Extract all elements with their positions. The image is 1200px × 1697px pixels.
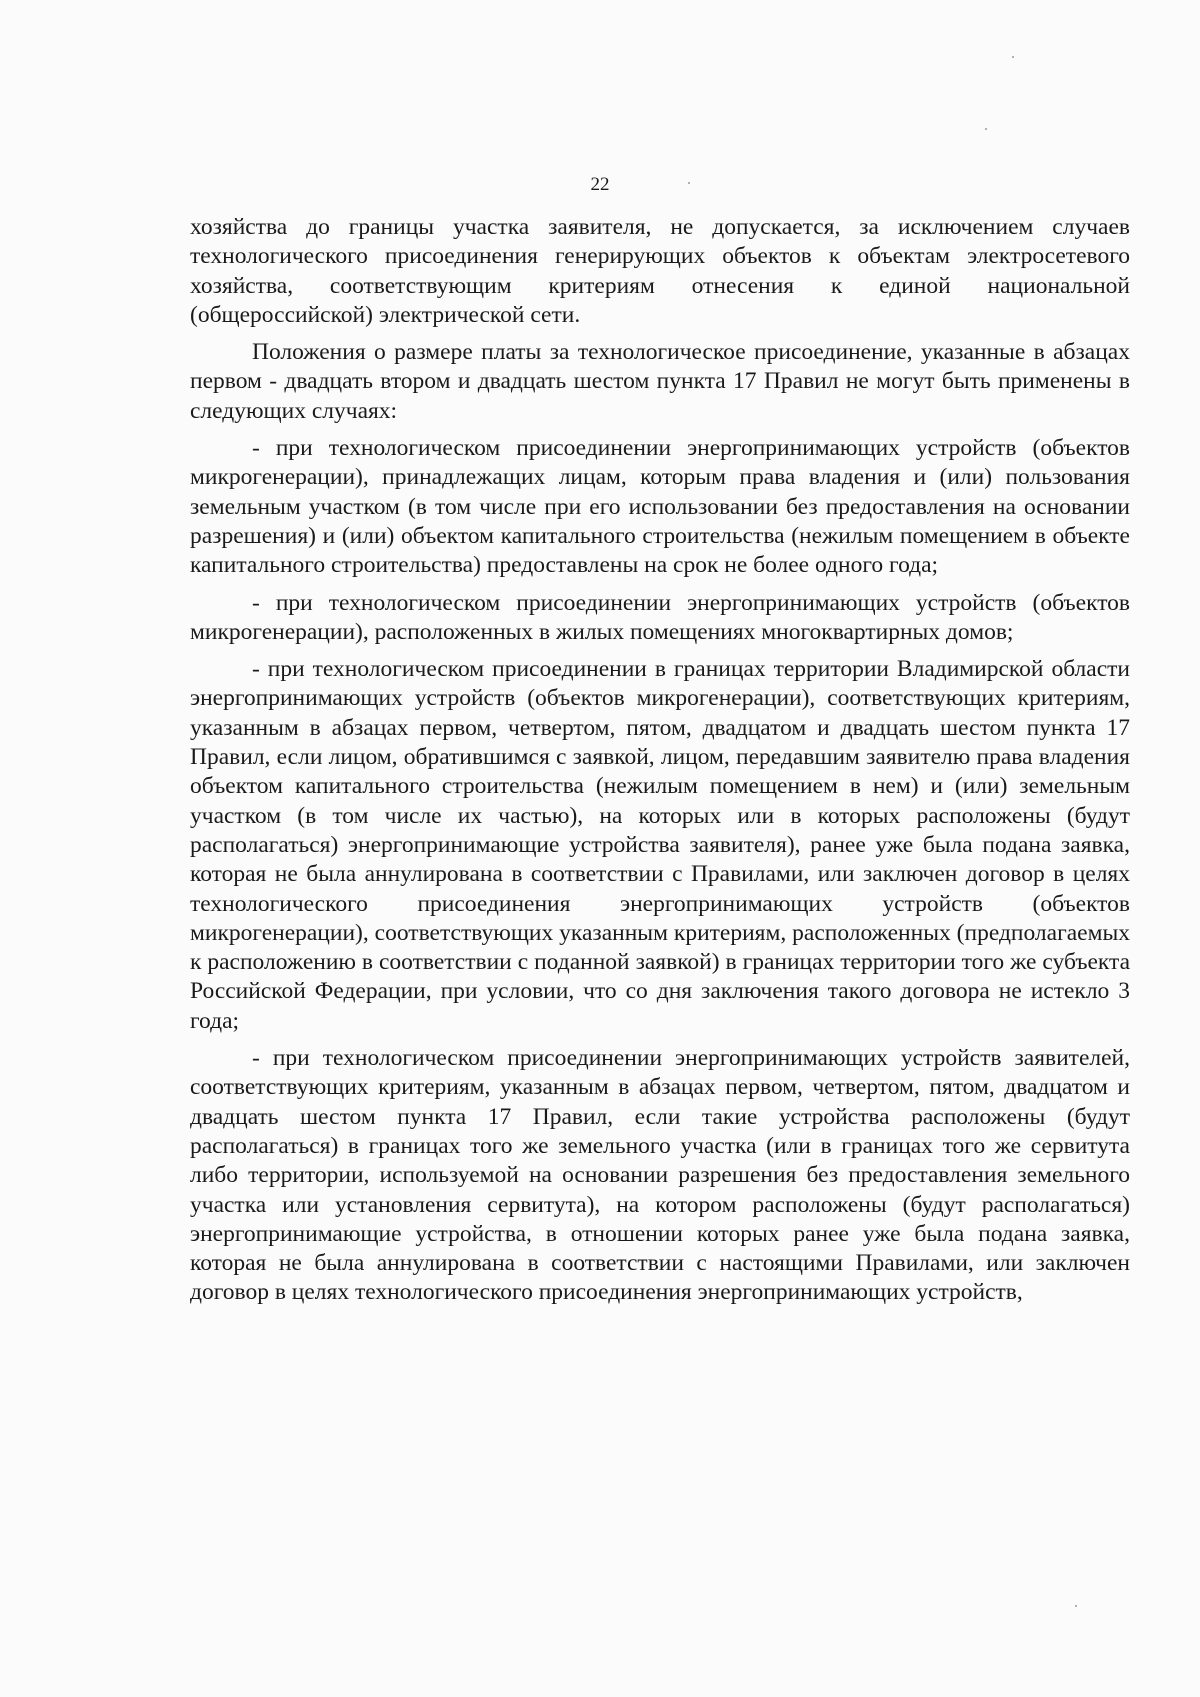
scan-speck bbox=[1012, 56, 1014, 58]
paragraph-case-same-land-plot: - при технологическом присоединении энергопринимающих устройств заявителей, соответствующих критериям, указанным в абзацах первом, четвертом, пятом, двадцатом и двадцать шестом пункта 17 Правил, если такие устройства расположены (будут располагаться) в границах того же земельного участка (или в границах того же сервитута либо территории, используемой на основании разрешения без предоставления земельного участка или установления сервитута), на котором расположены (будут располагаться) энергопринимающие устройства, в отношении которых ранее уже была подана заявка, которая не была аннулирована в соответствии с настоящими Правилами, или заключен договор в целях технологического присоединения энергопринимающих устройств, bbox=[190, 1045, 1130, 1306]
scan-speck bbox=[1075, 1605, 1077, 1607]
paragraph-case-vladimir-region: - при технологическом присоединении в границах территории Владимирской области энергопринимающих устройств (объектов микрогенерации), соответствующих критериям, указанным в абзацах первом, четвертом, пятом, двадцатом и двадцать шестом пункта 17 Правил, если лицом, обратившимся с заявкой, лицом, передавшим заявителю права владения объектом капитального строительства (нежилым помещением в нем) и (или) земельным участком (в том числе их частью), на которых или в которых расположены (будут располагаться) энергопринимающие устройства заявителя), ранее уже была подана заявка, которая не была аннулирована в соответствии с Правилами, или заключен договор в целях технологического присоединения энергопринимающих устройств (объектов микрогенерации), соответствующих указанным критериям, расположенных (предполагаемых к расположению в соответствии с поданной заявкой) в границах территории того же субъекта Российской Федерации, при условии, что со дня заключения такого договора не истекло 3 года; bbox=[190, 656, 1130, 1034]
scan-speck bbox=[985, 128, 987, 130]
page-number: 22 bbox=[590, 174, 610, 195]
document-body bbox=[190, 213, 1130, 1316]
paragraph-case-apartment-buildings: - при технологическом присоединении энергопринимающих устройств (объектов микрогенерации), расположенных в жилых помещениях многоквартирных домов; bbox=[190, 589, 1130, 645]
paragraph-fee-provisions: Положения о размере платы за технологическое присоединение, указанные в абзацах первом - двадцать втором и двадцать шестом пункта 17 Правил не могут быть применены в следующих случаях: bbox=[190, 339, 1130, 424]
scan-speck bbox=[688, 182, 690, 184]
paragraph-case-short-term-rights: - при технологическом присоединении энергопринимающих устройств (объектов микрогенерации), принадлежащих лицам, которым права владения и (или) пользования земельным участком (в том числе при его использовании без предоставления на основании разрешения) и (или) объектом капитального строительства (нежилым помещением в объекте капитального строительства) предоставлены на срок не более одного года; bbox=[190, 435, 1130, 579]
paragraph-continuation: хозяйства до границы участка заявителя, не допускается, за исключением случаев технологического присоединения генерирующих объектов к объектам электросетевого хозяйства, соответствующим критериям отнесения к единой национальной (общероссийской) электрической сети. bbox=[190, 214, 1130, 328]
